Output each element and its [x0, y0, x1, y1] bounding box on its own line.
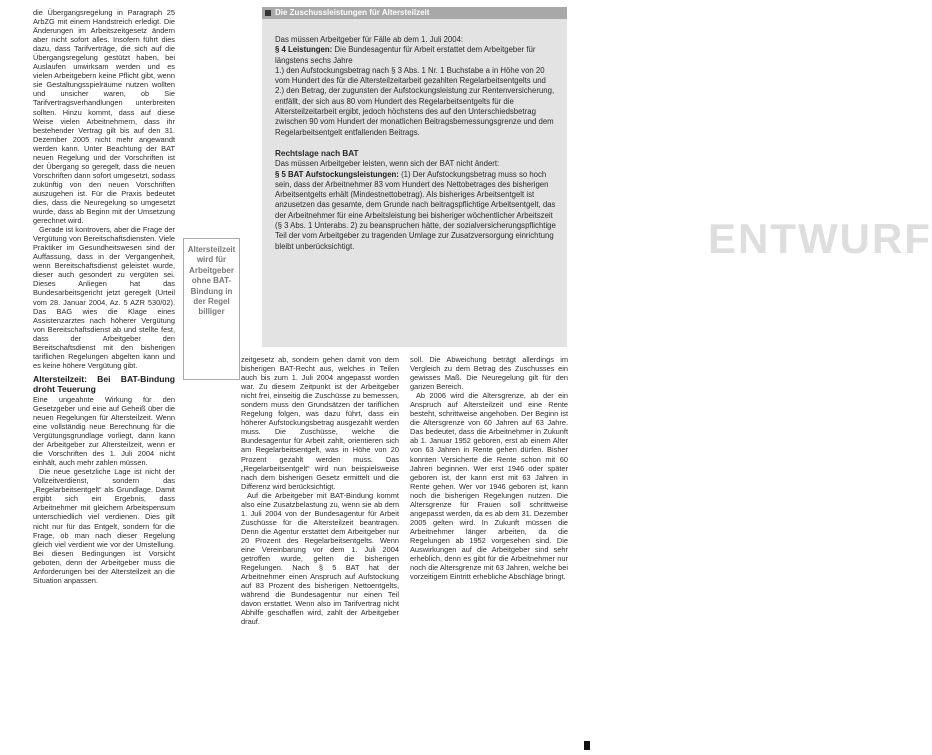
body-paragraph: Ab 2006 wird die Altersgrenze, ab der ein Anspruch auf Altersteilzeit und eine Rente besteht, schrittweise angehoben. Der Beginn ist die Altersgrenze von 60 Jahren auf 63 Jahre. Das bedeutet, dass die Arbeitnehmer in Zukunft ab 1. Januar 1952 geboren, erst ab einem Alter von 63 Jahren in Rente gehen dürfen. Bisher konnten Versicherte die Rente schon mit 60 Jahren beginnen. Wer erst 1946 oder später geboren ist, der kann erst mit 63 Jahren in Rente gehen. Wer vor 1946 geboren ist, kann noch die bisherigen Regelungen nutzen. Die Altersgrenze für Frauen soll schrittweise angepasst werden, da es ab dem 31. Dezember 2005 gelten wird. In Zukunft müssen die Arbeitnehmer länger arbeiten, da die Regelungen ab 1952 vorgesehen sind. Die Auswirkungen auf die Arbeitgeber sind sehr erheblich, denn es gibt für die Arbeitnehmer nur noch die Altersgrenze mit 63 Jahren, welche bei vorzeitigem Eintritt erhebliche Abschläge bringt.	[410, 391, 568, 582]
end-of-article-marker	[584, 741, 590, 750]
info-box-title-bar	[262, 7, 567, 19]
pull-quote-text: Altersteilzeit wird für Arbeitgeber ohne BAT-Bindung in der Regel billiger	[187, 245, 236, 317]
info-box-subtitle: Das müssen Arbeitgeber für Fälle ab dem 1. Juli 2004:	[275, 35, 464, 44]
info-box-subheading: Rechtslage nach BAT	[275, 148, 359, 158]
info-box-sub-intro: Das müssen Arbeitgeber leisten, wenn sich der BAT nicht ändert:	[275, 159, 500, 169]
article-column-2	[241, 355, 399, 626]
info-box-content	[275, 35, 558, 252]
body-paragraph: soll. Die Abweichung beträgt allerdings im Vergleich zu dem Betrag des Zuschusses ein gewisses Maß. Die Neuregelung gilt für den ganzen Bereich.	[410, 355, 568, 392]
info-box-item	[275, 170, 558, 252]
body-paragraph: Gerade ist kontrovers, aber die Frage der Vergütung von Bereitschaftsdiensten. Viele Praktiker im Gesundheitswesen sind der Auffassung, dass in der Vergangenheit, wenn Bereitschaftsdienst geleistet wurde, dieser auch gesondert zu vergüten sei. Dieses Anliegen hat das Bundesarbeitsgericht jetzt geregelt (Urteil vom 28. Januar 2004, Az. 5 AZR 530/02). Das BAG wies die Klage eines Assistenzarztes nach höherer Vergütung von Bereitschaftsdienst ab und stellte fest, dass der Arbeitgeber den Bereitschaftsdienst mit den bisherigen tariflichen Regelungen abgelten kann und es keine höhere Vergütung gibt.	[33, 225, 175, 370]
square-bullet-icon	[265, 10, 271, 16]
article-column-1	[33, 8, 175, 585]
body-paragraph: Auf die Arbeitgeber mit BAT-Bindung kommt also eine Zusatzbelastung zu, wenn sie ab dem 1. Juli 2004 von der Bundesagentur für Arbeit Zuschüsse für die Altersteilzeit beantragen. Denn die Agentur erstattet dem Arbeitgeber nur 20 Prozent des Regelarbeitsentgelts. Wenn eine Vereinbarung vor dem 1. Juli 2004 getroffen wurde, gelten die bisherigen Regelungen. Nach § 5 BAT hat der Arbeitnehmer einen Anspruch auf Aufstockung auf 83 Prozent des bisherigen Nettoentgelts, während die Bundesagentur nur einen Teil davon erstattet. Wenn also im Tarifvertrag nicht Abhilfe geschaffen wird, zahlt der Arbeitgeber drauf.	[241, 490, 399, 627]
section-heading: Altersteilzeit: Bei BAT-Bindung droht Teuerung	[33, 373, 175, 394]
info-box	[262, 7, 932, 347]
info-box-point: 2.) den Betrag, der zugunsten der Aufstockungsleistung zur Rentenversicherung, entfällt, der sich aus 80 vom Hundert des Regelarbeitsentgelts für die Altersteilzeitarbeit ergibt, jedoch höchstens des auf den Unterschiedsbetrag zwischen 90 vom Hundert der monatlichen Beitragsbemessungsgrenze und dem Regelarbeitsentgelt entfallenden Beitrags.	[275, 86, 555, 137]
info-box-item	[275, 45, 558, 66]
body-paragraph: Die neue gesetzliche Lage ist nicht der Vollzeitverdienst, sondern das „Regelarbeitsentgelt“ als Grundlage. Damit ergibt sich ein Ergebnis, dass Arbeitnehmer mit gleichem Arbeitspensum unterschiedlich viel verdienen. Dies gilt nicht nur für das Entgelt, sondern für die Frage, ob man nach dieser Regelung gleich viel verdient wie vor der Umstellung. Bei diesen Bedingungen ist Vorsicht geboten, denn der Arbeitgeber muss die Anforderungen bei der Altersteilzeit an die Situation anpassen.	[33, 467, 175, 585]
body-paragraph: Eine ungeahnte Wirkung für den Gesetzgeber und eine auf Geheiß über die neuen Regelungen für Altersteilzeit. Wenn eine vollständig neue Berechnung für die Vergütungsgrundlage vorliegt, dann kann der Arbeitgeber zur Altersteilzeit, wenn er die Vorschriften des 1. Juli 2004 nicht einhält, auch mehr zahlen müssen.	[33, 394, 175, 468]
item-label: § 4 Leistungen:	[275, 45, 333, 55]
watermark: ENTWURF	[708, 215, 932, 262]
body-paragraph: die Übergangsregelung in Paragraph 25 ArbZG mit einem Handstreich erledigt. Die Änderungen im Arbeitszeitgesetz ändern aber nicht sofort alles. Insofern führt dies dazu, dass Tarifverträge, die sich auf die Übergangsregelung gestützt haben, bei Auslaufen unwirksam werden und es vielen Arbeitgebern keine Pflicht gibt, wenn sie Gestaltungsspielräume nutzen wollten und unsicher waren, ob Sie Tarifvertragsverhandlungen unterbreiten sollten. Hinzu kommt, dass auf diese Weise vielen Arbeitnehmern, dass ihr bestehender Vertrag gilt bis auf den 31. Dezember 2005 nicht mehr angewandt werden kann. Unter Beachtung der BAT neuen Regelung und der Vorschriften ist der Übergang so geregelt, dass die neuen Vorschriften dann sofort umgesetzt, sodass zukünftig von den neuen Vorschriften auszugehen ist. Für die Praxis bedeutet dies, dass die Neuregelung so umgesetzt wurde, dass ab Beginn mit der Umsetzung gerechnet wird.	[33, 8, 175, 226]
info-box-point: 1.) den Aufstockungsbetrag nach § 3 Abs. 1 Nr. 1 Buchstabe a in Höhe von 20 vom Hundert des für die Altersteilzeitarbeit gezahlten Regelarbeitsentgelts und	[275, 65, 546, 86]
article-column-3	[410, 355, 568, 581]
body-paragraph: zeitgesetz ab, sondern gehen damit von dem bisherigen BAT-Recht aus, welches in Teilen auch bis zum 1. Juli 2004 angepasst worden war. Zu diesem Zeitpunkt ist der Arbeitgeber nicht frei, einseitig die Zuschüsse zu bemessen, sondern muss den Grundsätzen der tariflichen Regelung folgen, was dazu führt, dass ein höherer Aufstockungsbetrag ausgezahlt werden muss. Die Zuschüsse, welche die Bundesagentur für Arbeit zahlt, orientieren sich am Regelarbeitsentgelt, was in Höhe von 20 Prozent gezahlt werden muss. Das „Regelarbeitsentgelt“ wird nun beispielsweise nach dem bisherigen Gesetz ermittelt und die Differenz wird berücksichtigt.	[241, 355, 399, 491]
item-text: (1) Der Aufstockungsbetrag muss so hoch sein, dass der Arbeitnehmer 83 vom Hundert des Nettobetrages des bisherigen Arbeitsentgelts erhält (Mindestnettobetrag). Als bisheriges Arbeitsentgelt ist anzusetzen das gesamte, dem Grunde nach beitragspflichtige Arbeitsentgelt, das der Arbeitnehmer für eine Arbeitsleistung bei bisheriger wöchentlicher Arbeitszeit (§ 3 Abs. 1 Unterabs. 2) zu beanspruchen hätte, der sozialversicherungspflichtige Teil der vom Arbeitgeber zu tragenden Umlage zur Zusatzversorgung einrichtung bleibt unberücksichtigt.	[275, 169, 556, 251]
item-label: § 5 BAT Aufstockungsleistungen:	[275, 169, 399, 179]
pull-quote-box	[183, 238, 240, 380]
info-box-title: Die Zuschussleistungen für Altersteilzeit	[275, 8, 430, 17]
item-text: Die Bundesagentur für Arbeit erstattet dem Arbeitgeber für längstens sechs Jahre	[275, 45, 536, 65]
